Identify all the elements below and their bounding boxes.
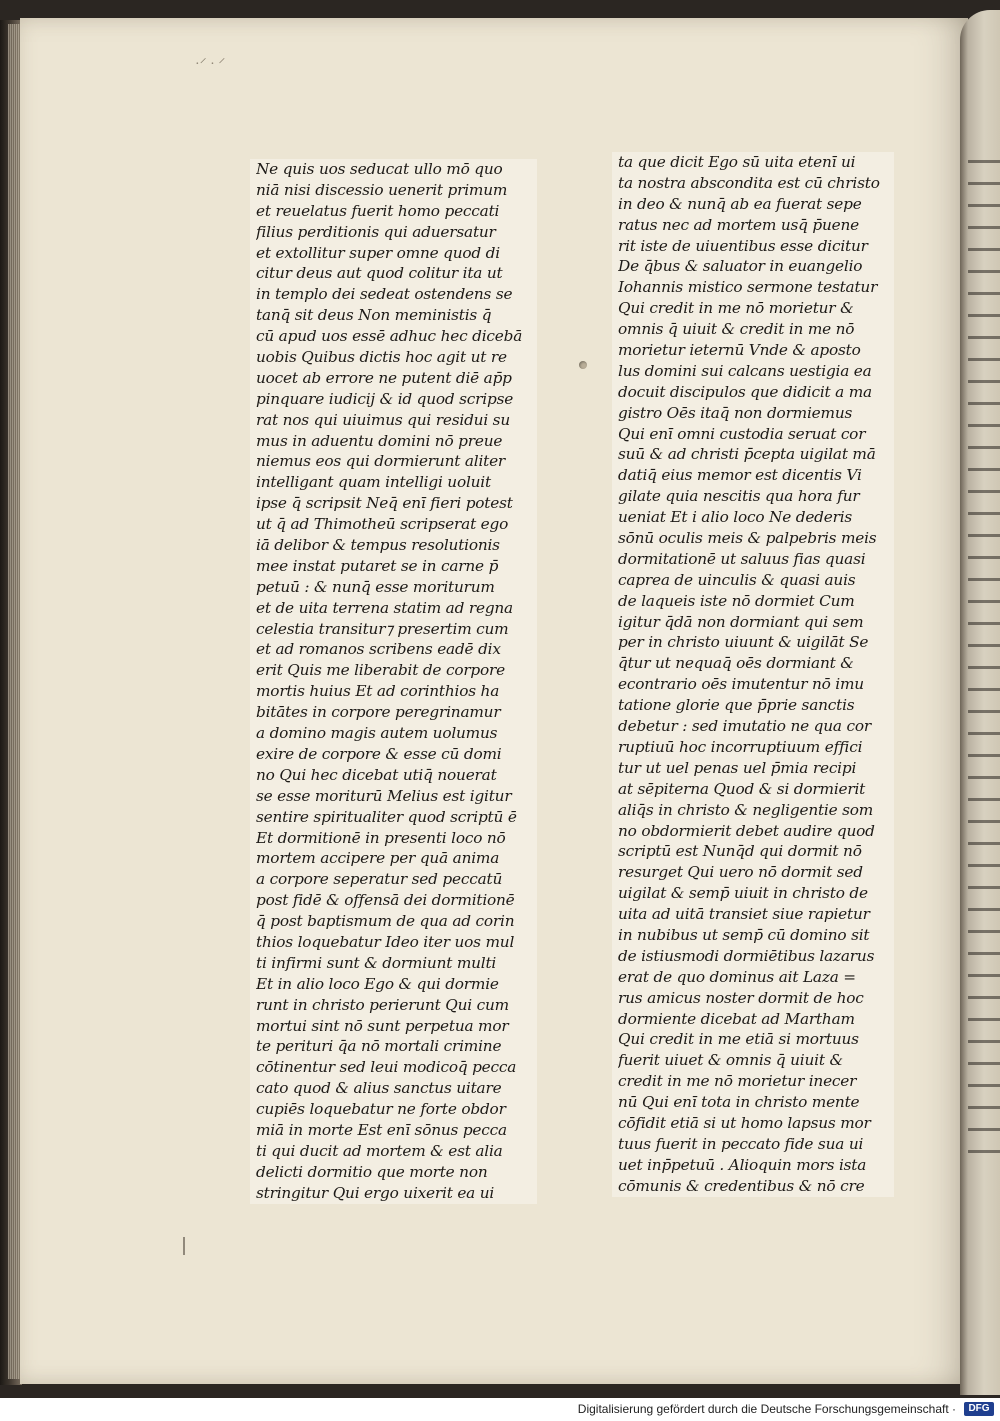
text-line: runt in christo perierunt Qui cum [256, 995, 509, 1014]
text-line: post fidē & offensā dei dormitionē [256, 891, 515, 910]
text-line: Et in alio loco Ego & qui dormie [256, 974, 499, 993]
text-line: a domino magis autem uolumus [256, 724, 498, 743]
text-line: et de uita terrena statim ad regna [256, 598, 513, 617]
text-line: de istiusmodi dormiētibus lazarus [618, 946, 875, 965]
text-line: fuerit uiuet & omnis q̄ uiuit & [618, 1051, 843, 1070]
text-line: Qui enī omni custodia seruat cor [618, 424, 866, 443]
funding-credit: Digitalisierung gefördert durch die Deutsche Forschungsgemeinschaft · [577, 1402, 956, 1416]
text-line: uita ad uitā transiet siue rapietur [618, 905, 870, 924]
text-line: no Qui hec dicebat utiq̄ nouerat [256, 765, 497, 784]
text-line: te perituri q̄a nō mortali crimine [256, 1037, 502, 1056]
text-line: erat de quo dominus ait Laza = [618, 967, 856, 986]
text-line: gistro Oēs itaq̄ non dormiemus [618, 403, 853, 422]
text-line: et extollitur super omne quod di [256, 243, 500, 262]
text-line: niā nisi discessio uenerit primum [256, 180, 508, 199]
text-line: suū & ad christi p̄cepta uigilat mā [618, 445, 876, 464]
text-line: pinquare iudicij & id quod scripse [256, 389, 514, 408]
text-line: Iohannis mistico sermone testatur [618, 278, 878, 297]
text-line: niemus eos qui dormierunt aliter [256, 452, 506, 471]
text-line: at sēpiterna Quod & si dormierit [618, 779, 866, 798]
text-line: morietur ieternū Vnde & aposto [618, 341, 861, 360]
text-line: docuit discipulos que didicit a ma [618, 382, 872, 401]
text-line: filius perditionis qui aduersatur [256, 222, 496, 241]
text-line: econtrario oēs imutentur nō imu [618, 675, 864, 694]
text-line: tatione glorie que p̄prie sanctis [618, 696, 855, 715]
text-line: q̄tur ut nequaq̄ oēs dormiant & [618, 654, 854, 673]
text-line: de laqueis iste nō dormiet Cum [618, 591, 855, 610]
text-line: uobis Quibus dictis hoc agit ut re [256, 348, 507, 367]
text-line: ratus nec ad mortem usq̄ p̄uene [618, 215, 860, 234]
text-line: dormitationē ut saluus fias quasi [618, 549, 866, 568]
text-line: a corpore seperatur sed peccatū [256, 870, 503, 889]
text-column-right [612, 152, 894, 1197]
text-line: mee instat putaret se in carne p̄ [256, 556, 499, 575]
text-line: igitur q̄dā non dormiant qui sem [618, 612, 864, 631]
text-line: bitātes in corpore peregrinamur [256, 703, 501, 722]
text-line: miā in morte Est enī sōnus pecca [256, 1120, 507, 1139]
text-line: uocet ab errore ne putent diē ap̄p [256, 368, 512, 387]
facing-page-edge [960, 10, 1000, 1395]
text-line: iā delibor & tempus resolutionis [256, 536, 500, 555]
text-line: citur deus aut quod colitur ita ut [256, 264, 503, 283]
text-line: in nubibus ut semp̄ cū domino sit [618, 925, 870, 944]
text-line: ut q̄ ad Thimotheū scripserat ego [256, 515, 509, 534]
text-line: uigilat & semp̄ uiuit in christo de [618, 884, 868, 903]
text-line: petuū : & nunq̄ esse moriturum [256, 577, 495, 596]
text-line: ti infirmi sunt & dormiunt multi [256, 953, 497, 972]
text-line: dormiente dicebat ad Martham [618, 1009, 855, 1028]
text-line: tur ut uel penas uel p̄mia recipi [618, 758, 857, 777]
text-line: et ad romanos scribens eadē dix [256, 640, 501, 659]
text-line: ipse q̄ scripsit Neq̄ enī fieri potest [256, 494, 513, 513]
text-line: De q̄bus & saluator in euangelio [618, 257, 863, 276]
text-line: intelligant quam intelligi uoluit [256, 473, 491, 492]
text-line: et reuelatus fuerit homo peccati [256, 201, 500, 220]
text-line: mortui sint nō sunt perpetua mor [256, 1016, 509, 1035]
text-line: cupiēs loquebatur ne forte obdor [256, 1100, 506, 1119]
text-column-left [250, 159, 537, 1204]
dfg-logo: DFG [964, 1402, 994, 1416]
text-line: rit iste de uiuentibus esse dicitur [618, 236, 868, 255]
text-line: se esse moriturū Melius est igitur [256, 786, 512, 805]
text-line: rus amicus noster dormit de hoc [618, 988, 864, 1007]
text-line: uet inp̄petuū . Alioquin mors ista [618, 1155, 867, 1174]
text-line: nū Qui enī tota in christo mente [618, 1093, 860, 1112]
text-line: tuus fuerit in peccato fide sua ui [618, 1134, 864, 1153]
text-line: sentire spiritualiter quod scriptū ē [256, 807, 517, 826]
text-line: aliq̄s in christo & negligentie som [618, 800, 874, 819]
facing-page-text-fragment [968, 160, 1000, 1160]
text-line: celestia transitur⁊ presertim cum [256, 619, 509, 638]
text-line: Et dormitionē in presenti loco nō [256, 828, 506, 847]
text-line: sōnū oculis meis & palpebris meis [618, 529, 877, 548]
text-line: rat nos qui uiuimus qui residui su [256, 410, 510, 429]
text-line: debetur : sed imutatio ne qua cor [618, 717, 871, 736]
digitization-footer [0, 1398, 1000, 1421]
text-line: in deo & nunq̄ ab ea fuerat sepe [618, 194, 862, 213]
text-line: caprea de uinculis & quasi auis [618, 570, 856, 589]
text-line: ta nostra abscondita est cū christo [618, 173, 880, 192]
text-line: no obdormierit debet audire quod [618, 821, 875, 840]
text-line: scriptū est Nunq̄d qui dormit nō [618, 842, 862, 861]
text-line: credit in me nō morietur inecer [618, 1072, 857, 1091]
text-line: mortem accipere per quā anima [256, 849, 500, 868]
text-line: Ne quis uos seducat ullo mō quo [256, 160, 503, 178]
text-line: per in christo uiuunt & uigilāt Se [618, 633, 869, 652]
text-line: cōtinentur sed leui modicoq̄ pecca [256, 1058, 517, 1077]
text-line: delicti dormitio que morte non [256, 1162, 488, 1181]
corner-marks: ·⸍ · ⸍ [195, 57, 226, 72]
text-line: thios loquebatur Ideo iter uos mul [256, 932, 515, 951]
text-line: ueniat Et i alio loco Ne dederis [618, 508, 853, 527]
text-line: cōmunis & credentibus & nō cre [618, 1176, 865, 1195]
text-line: datiq̄ eius memor est dicentis Vi [618, 466, 862, 485]
text-line: cōfidit etiā si ut homo lapsus mor [618, 1113, 871, 1132]
margin-mark [183, 1237, 185, 1255]
text-line: tanq̄ sit deus Non meministis q̄ [256, 306, 492, 325]
text-line: omnis q̄ uiuit & credit in me nō [618, 320, 855, 339]
text-line: resurget Qui uero nō dormit sed [618, 863, 863, 882]
text-line: ti qui ducit ad mortem & est alia [256, 1141, 503, 1160]
text-line: exire de corpore & esse cū domi [256, 744, 502, 763]
text-line: lus domini sui calcans uestigia ea [618, 361, 872, 380]
text-line: in templo dei sedeat ostendens se [256, 285, 513, 304]
text-line: ta que dicit Ego sū uita etenī ui [618, 153, 856, 171]
text-line: gilate quia nescitis qua hora fur [618, 487, 860, 506]
text-line: ruptiuū hoc incorruptiuum effici [618, 737, 863, 756]
text-line: mus in aduentu domini nō preue [256, 431, 503, 450]
text-line: erit Quis me liberabit de corpore [256, 661, 506, 680]
text-line: cū apud uos essē adhuc hec dicebā [256, 327, 523, 346]
text-line: cato quod & alius sanctus uitare [256, 1079, 502, 1098]
text-line: stringitur Qui ergo uixerit ea ui [256, 1183, 495, 1202]
text-line: q̄ post baptismum de qua ad corin [256, 912, 515, 931]
paper-hole [579, 361, 587, 369]
text-line: Qui credit in me nō morietur & [618, 299, 854, 318]
text-line: mortis huius Et ad corinthios ha [256, 682, 500, 701]
text-line: Qui credit in me etiā si mortuus [618, 1030, 859, 1049]
